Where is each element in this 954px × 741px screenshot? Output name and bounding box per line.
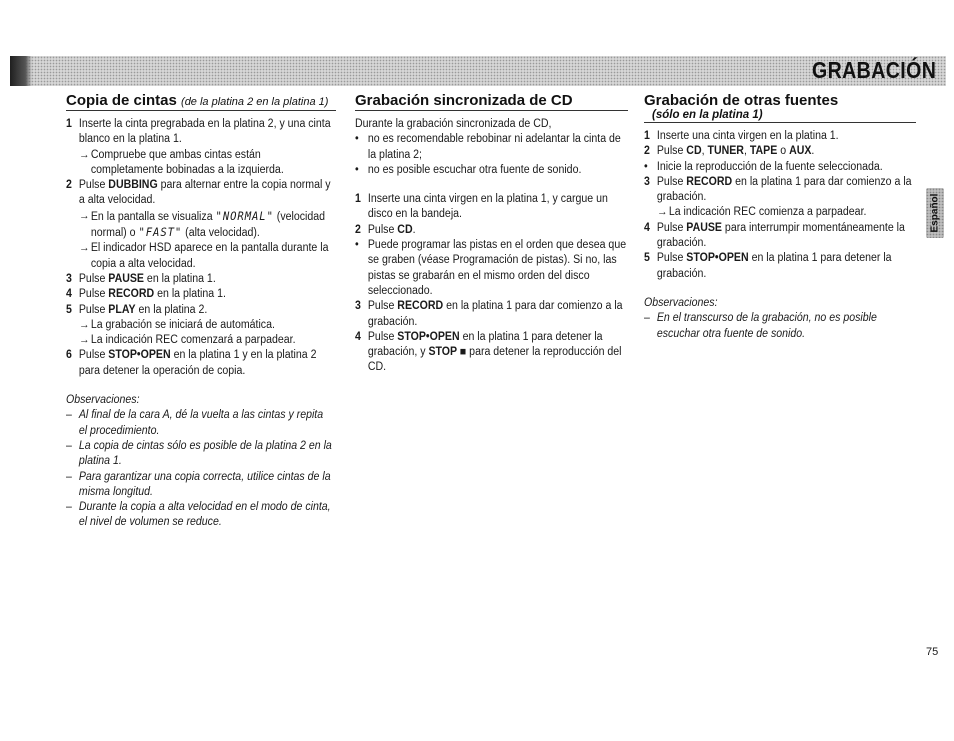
step-number: 6: [66, 349, 72, 362]
step-text: Pulse: [78, 288, 106, 301]
section-heading: [644, 92, 916, 123]
step-2: [644, 144, 914, 159]
step-5: [644, 251, 914, 282]
step-1: [355, 192, 626, 223]
arrow-icon: →: [656, 206, 668, 219]
section-tape-dubbing: [66, 92, 336, 531]
page-number: 75: [926, 646, 939, 658]
step-text: en la platina 2.: [138, 303, 208, 316]
display-fast: "FAST": [138, 225, 183, 240]
step-number: 5: [644, 252, 650, 265]
notes-heading: Observaciones:: [644, 296, 718, 309]
step-text: en la platina 1 para detener la grabación.: [656, 252, 892, 280]
step-text: Pulse: [367, 223, 395, 236]
step-text: para alternar entre la copia normal y a alta velocidad.: [78, 179, 331, 207]
key-record: RECORD: [686, 175, 733, 188]
note-text: En el transcurso de la grabación, no es posible escuchar otra fuente de sonido.: [656, 312, 877, 340]
key-pause: PAUSE: [686, 221, 722, 234]
step-4: [355, 330, 626, 376]
step-5: [66, 303, 334, 318]
step-2: [355, 223, 626, 238]
note-1: [66, 408, 334, 439]
separator: ,: [743, 145, 747, 158]
step-text: Pulse: [656, 221, 684, 234]
page-title: GRABACIÓN: [811, 57, 936, 83]
intro-text: Durante la grabación sincronizada de CD,: [355, 118, 552, 130]
step-number: 4: [644, 221, 650, 234]
key-play: PLAY: [108, 303, 136, 316]
step-text: Pulse: [367, 300, 395, 313]
step-3-result: [644, 205, 914, 220]
instructions: [355, 117, 626, 376]
note-2: [66, 439, 334, 470]
section-cd-sync-recording: [355, 92, 628, 376]
language-tab-label: Español: [929, 193, 941, 233]
result-text: La indicación REC comenzará a parpadear.: [90, 334, 296, 347]
dash-mark: –: [66, 409, 72, 422]
result-text: En la pantalla se visualiza: [90, 210, 213, 223]
step-text: Inserte una cinta virgen en la platina 1.: [656, 130, 839, 142]
step-text: Pulse: [656, 252, 684, 265]
bullet-mark: •: [644, 160, 648, 173]
note-4: [66, 500, 334, 531]
step-text: para detener la reproducción del CD.: [367, 346, 622, 374]
language-tab: [926, 188, 944, 238]
step-1: [66, 117, 334, 148]
arrow-icon: →: [78, 334, 90, 347]
heading-subtitle: (de la platina 2 en la platina 1): [181, 96, 329, 108]
key-aux: AUX: [789, 145, 812, 158]
arrow-icon: →: [78, 242, 90, 255]
note-text: Para garantizar una copia correcta, utilice cintas de la misma longitud.: [78, 470, 331, 498]
bullet-1: [644, 160, 914, 175]
step-number: 2: [355, 223, 361, 236]
step-text: en la platina 1 para dar comienzo a la grabación.: [656, 175, 912, 204]
note-text: Durante la copia a alta velocidad en el modo de cinta, el nivel de volumen se reduce.: [78, 501, 331, 529]
key-cd: CD: [397, 223, 413, 236]
step-number: 2: [66, 179, 72, 192]
dash-mark: –: [66, 470, 72, 483]
key-tape: TAPE: [749, 145, 778, 158]
step-text: Pulse: [78, 179, 106, 192]
step-text: Pulse: [78, 303, 106, 316]
dash-mark: –: [644, 312, 650, 325]
step-number: 3: [644, 175, 650, 188]
step-number: 4: [355, 330, 361, 343]
step-2-result-1: [66, 209, 334, 242]
step-number: 1: [355, 193, 361, 206]
result-text: Compruebe que ambas cintas están completamente bobinadas a la izquierda.: [90, 148, 284, 176]
instructions: [644, 129, 914, 342]
note-1: [644, 311, 914, 342]
step-1: [644, 129, 914, 144]
step-5-result-2: [66, 333, 334, 348]
step-1-result: [66, 148, 334, 179]
step-text: para interrumpir momentáneamente la grabación.: [656, 221, 905, 250]
notes-heading: Observaciones:: [66, 394, 140, 407]
step-4: [644, 221, 914, 252]
banner-dark-edge: [10, 56, 32, 86]
key-dubbing: DUBBING: [108, 179, 158, 192]
step-text: Inserte la cinta pregrabada en la platina 2, y una cinta blanco en la platina 1.: [78, 118, 331, 146]
header-banner: [10, 56, 946, 86]
step-6: [66, 348, 334, 379]
step-text: Pulse: [78, 349, 106, 362]
step-text: o: [780, 145, 787, 158]
note-text: Al final de la cara A, dé la vuelta a las cintas y repita el procedimiento.: [78, 409, 324, 437]
heading-title: Copia de cintas: [66, 92, 177, 109]
step-number: 2: [644, 145, 650, 158]
step-number: 4: [66, 288, 72, 301]
dash-mark: –: [66, 439, 72, 452]
step-text: .: [811, 145, 815, 158]
bullet-mark: •: [355, 133, 359, 146]
step-text: en la platina 1 para dar comienzo a la grabación.: [367, 300, 623, 328]
step-text: Pulse: [78, 272, 106, 285]
step-text: Inserte una cinta virgen en la platina 1, y cargue un disco en la bandeja.: [367, 193, 608, 221]
key-stop-open: STOP•OPEN: [108, 349, 171, 362]
arrow-icon: →: [78, 318, 90, 331]
result-text: El indicador HSD aparece en la pantalla durante la copia a alta velocidad.: [90, 242, 329, 270]
bullet-text: no es posible escuchar otra fuente de sonido.: [367, 163, 582, 176]
key-stop-open: STOP•OPEN: [686, 252, 749, 265]
heading-subtitle: (sólo en la platina 1): [652, 109, 763, 121]
note-text: La copia de cintas sólo es posible de la platina 2 en la platina 1.: [78, 439, 332, 468]
key-stop-open: STOP•OPEN: [397, 330, 460, 343]
step-text: en la platina 1.: [157, 288, 226, 301]
step-3: [644, 175, 914, 206]
heading-title: Grabación sincronizada de CD: [355, 92, 573, 109]
bullet-3: [355, 238, 626, 299]
step-text: .: [412, 223, 416, 236]
bullet-text: Puede programar las pistas en el orden que desea que se graben (véase Programación de pistas). Si no, las pistas se grabarán en el mismo orden del disco seleccionado.: [367, 239, 627, 297]
bullet-2: [355, 163, 626, 178]
key-stop: STOP ■: [428, 346, 467, 359]
step-3: [355, 299, 626, 330]
step-number: 1: [644, 130, 650, 142]
step-text: Pulse: [656, 175, 684, 188]
note-3: [66, 470, 334, 501]
arrow-icon: →: [78, 148, 90, 161]
key-pause: PAUSE: [108, 272, 144, 285]
bullet-1: [355, 132, 626, 163]
display-normal: "NORMAL": [215, 208, 274, 223]
section-heading: [355, 92, 628, 111]
bullet-text: Inicie la reproducción de la fuente seleccionada.: [656, 160, 883, 173]
bullet-mark: •: [355, 163, 359, 176]
section-heading: [66, 92, 336, 111]
step-5-result-1: [66, 318, 334, 333]
step-text: Pulse: [656, 145, 684, 158]
step-2-result-2: [66, 241, 334, 272]
step-text: en la platina 1 para detener la grabación, y: [367, 330, 603, 359]
key-record: RECORD: [397, 300, 444, 313]
step-text: en la platina 1 y en la platina 2 para detener la operación de copia.: [78, 349, 317, 377]
step-text: Pulse: [367, 330, 395, 343]
step-4: [66, 287, 334, 302]
result-text: La indicación REC comienza a parpadear.: [668, 206, 867, 219]
heading-title: Grabación de otras fuentes: [644, 92, 839, 109]
section-other-sources: [644, 92, 916, 342]
step-number: 1: [66, 118, 72, 130]
arrow-icon: →: [78, 209, 90, 222]
result-text: La grabación se iniciará de automática.: [90, 318, 275, 331]
dash-mark: –: [66, 501, 72, 514]
step-number: 5: [66, 303, 72, 316]
step-number: 3: [66, 272, 72, 285]
step-3: [66, 272, 334, 287]
separator: ,: [701, 145, 705, 158]
bullet-text: no es recomendable rebobinar ni adelantar la cinta de la platina 2;: [367, 133, 621, 161]
step-number: 3: [355, 300, 361, 313]
instructions: [66, 117, 334, 531]
key-cd: CD: [686, 145, 702, 158]
bullet-mark: •: [355, 239, 359, 252]
key-tuner: TUNER: [707, 145, 744, 158]
step-2: [66, 178, 334, 209]
result-text: (velocidad normal) o: [90, 210, 326, 240]
result-text: (alta velocidad).: [185, 227, 260, 240]
step-text: en la platina 1.: [146, 272, 216, 285]
key-record: RECORD: [108, 288, 155, 301]
